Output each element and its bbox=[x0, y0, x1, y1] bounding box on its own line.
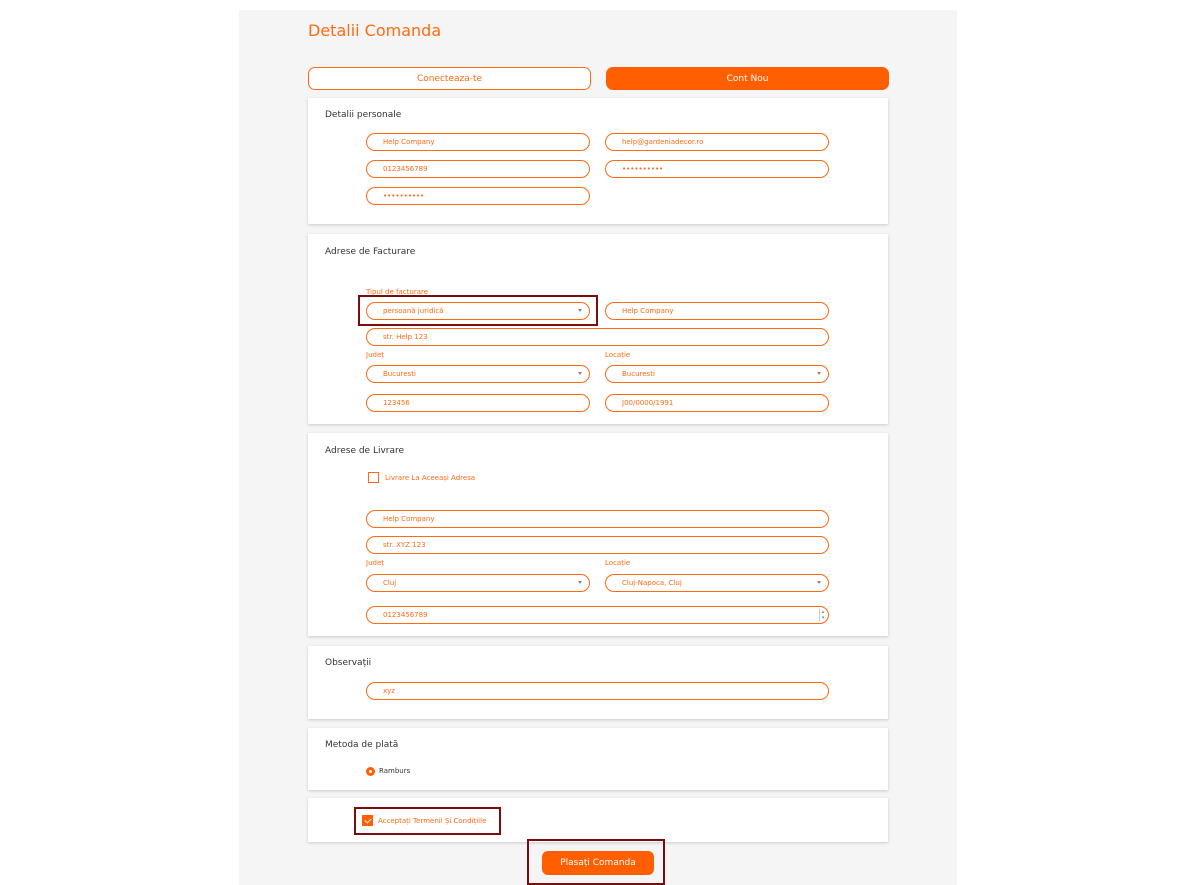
registry-number-field[interactable]: J00/0000/1991 bbox=[605, 394, 829, 412]
billing-street-field[interactable]: str. Help 123 bbox=[366, 328, 829, 346]
terms-label[interactable]: Acceptați Termenii Și Condițiile bbox=[378, 817, 487, 825]
shipping-county-select[interactable]: Cluj bbox=[366, 574, 590, 592]
login-tab[interactable]: Conecteaza-te bbox=[308, 67, 591, 90]
confirm-password-field[interactable]: •••••••••• bbox=[366, 187, 590, 205]
billing-county-label: Județ bbox=[366, 351, 384, 359]
same-address-checkbox[interactable] bbox=[368, 472, 379, 483]
same-address-label: Livrare La Aceeași Adresa bbox=[385, 474, 476, 482]
shipping-city-select[interactable]: Cluj-Napoca, Cluj bbox=[605, 574, 829, 592]
shipping-phone-field[interactable] bbox=[366, 606, 829, 624]
name-field[interactable]: Help Company bbox=[366, 133, 590, 151]
new-account-tab[interactable]: Cont Nou bbox=[606, 67, 889, 90]
phone-field[interactable]: 0123456789 bbox=[366, 160, 590, 178]
notes-field[interactable]: xyz bbox=[366, 682, 829, 700]
payment-method-card bbox=[308, 728, 888, 790]
shipping-street-field[interactable]: str. XYZ 123 bbox=[366, 536, 829, 554]
billing-address-title: Adrese de Facturare bbox=[325, 247, 416, 257]
billing-type-select[interactable]: persoană juridică bbox=[366, 302, 590, 320]
company-name-field[interactable]: Help Company bbox=[605, 302, 829, 320]
shipping-county-label: Județ bbox=[366, 559, 384, 567]
billing-type-highlight bbox=[358, 295, 598, 326]
personal-details-title: Detalii personale bbox=[325, 110, 402, 120]
email-field[interactable]: help@gardeniadecor.ro bbox=[605, 133, 829, 151]
ramburs-label: Ramburs bbox=[379, 767, 411, 775]
billing-city-select[interactable]: Bucuresti bbox=[605, 365, 829, 383]
shipping-city-label: Locație bbox=[605, 559, 631, 567]
shipping-address-title: Adrese de Livrare bbox=[325, 446, 405, 456]
number-spinner-icon[interactable]: ▴ ▾ bbox=[819, 609, 826, 621]
billing-county-select[interactable]: Bucuresti bbox=[366, 365, 590, 383]
billing-type-label: Tipul de facturare bbox=[366, 288, 429, 296]
billing-postal-field[interactable]: 123456 bbox=[366, 394, 590, 412]
notes-title: Observații bbox=[325, 658, 372, 668]
personal-details-card bbox=[308, 98, 888, 224]
ramburs-radio[interactable] bbox=[366, 767, 375, 776]
place-order-button[interactable]: Plasați Comanda bbox=[542, 851, 654, 875]
page-title: Detalii Comanda bbox=[308, 21, 442, 40]
terms-checkbox[interactable] bbox=[362, 815, 373, 826]
shipping-address-card bbox=[308, 433, 888, 636]
billing-address-card bbox=[308, 234, 888, 424]
shipping-name-field[interactable]: Help Company bbox=[366, 510, 829, 528]
terms-card bbox=[308, 798, 888, 842]
password-field[interactable]: •••••••••• bbox=[605, 160, 829, 178]
notes-card bbox=[308, 646, 888, 719]
payment-method-title: Metoda de plată bbox=[325, 740, 399, 750]
billing-city-label: Locație bbox=[605, 351, 631, 359]
shipping-phone-value: 0123456789 bbox=[383, 611, 428, 619]
order-page bbox=[239, 10, 957, 885]
